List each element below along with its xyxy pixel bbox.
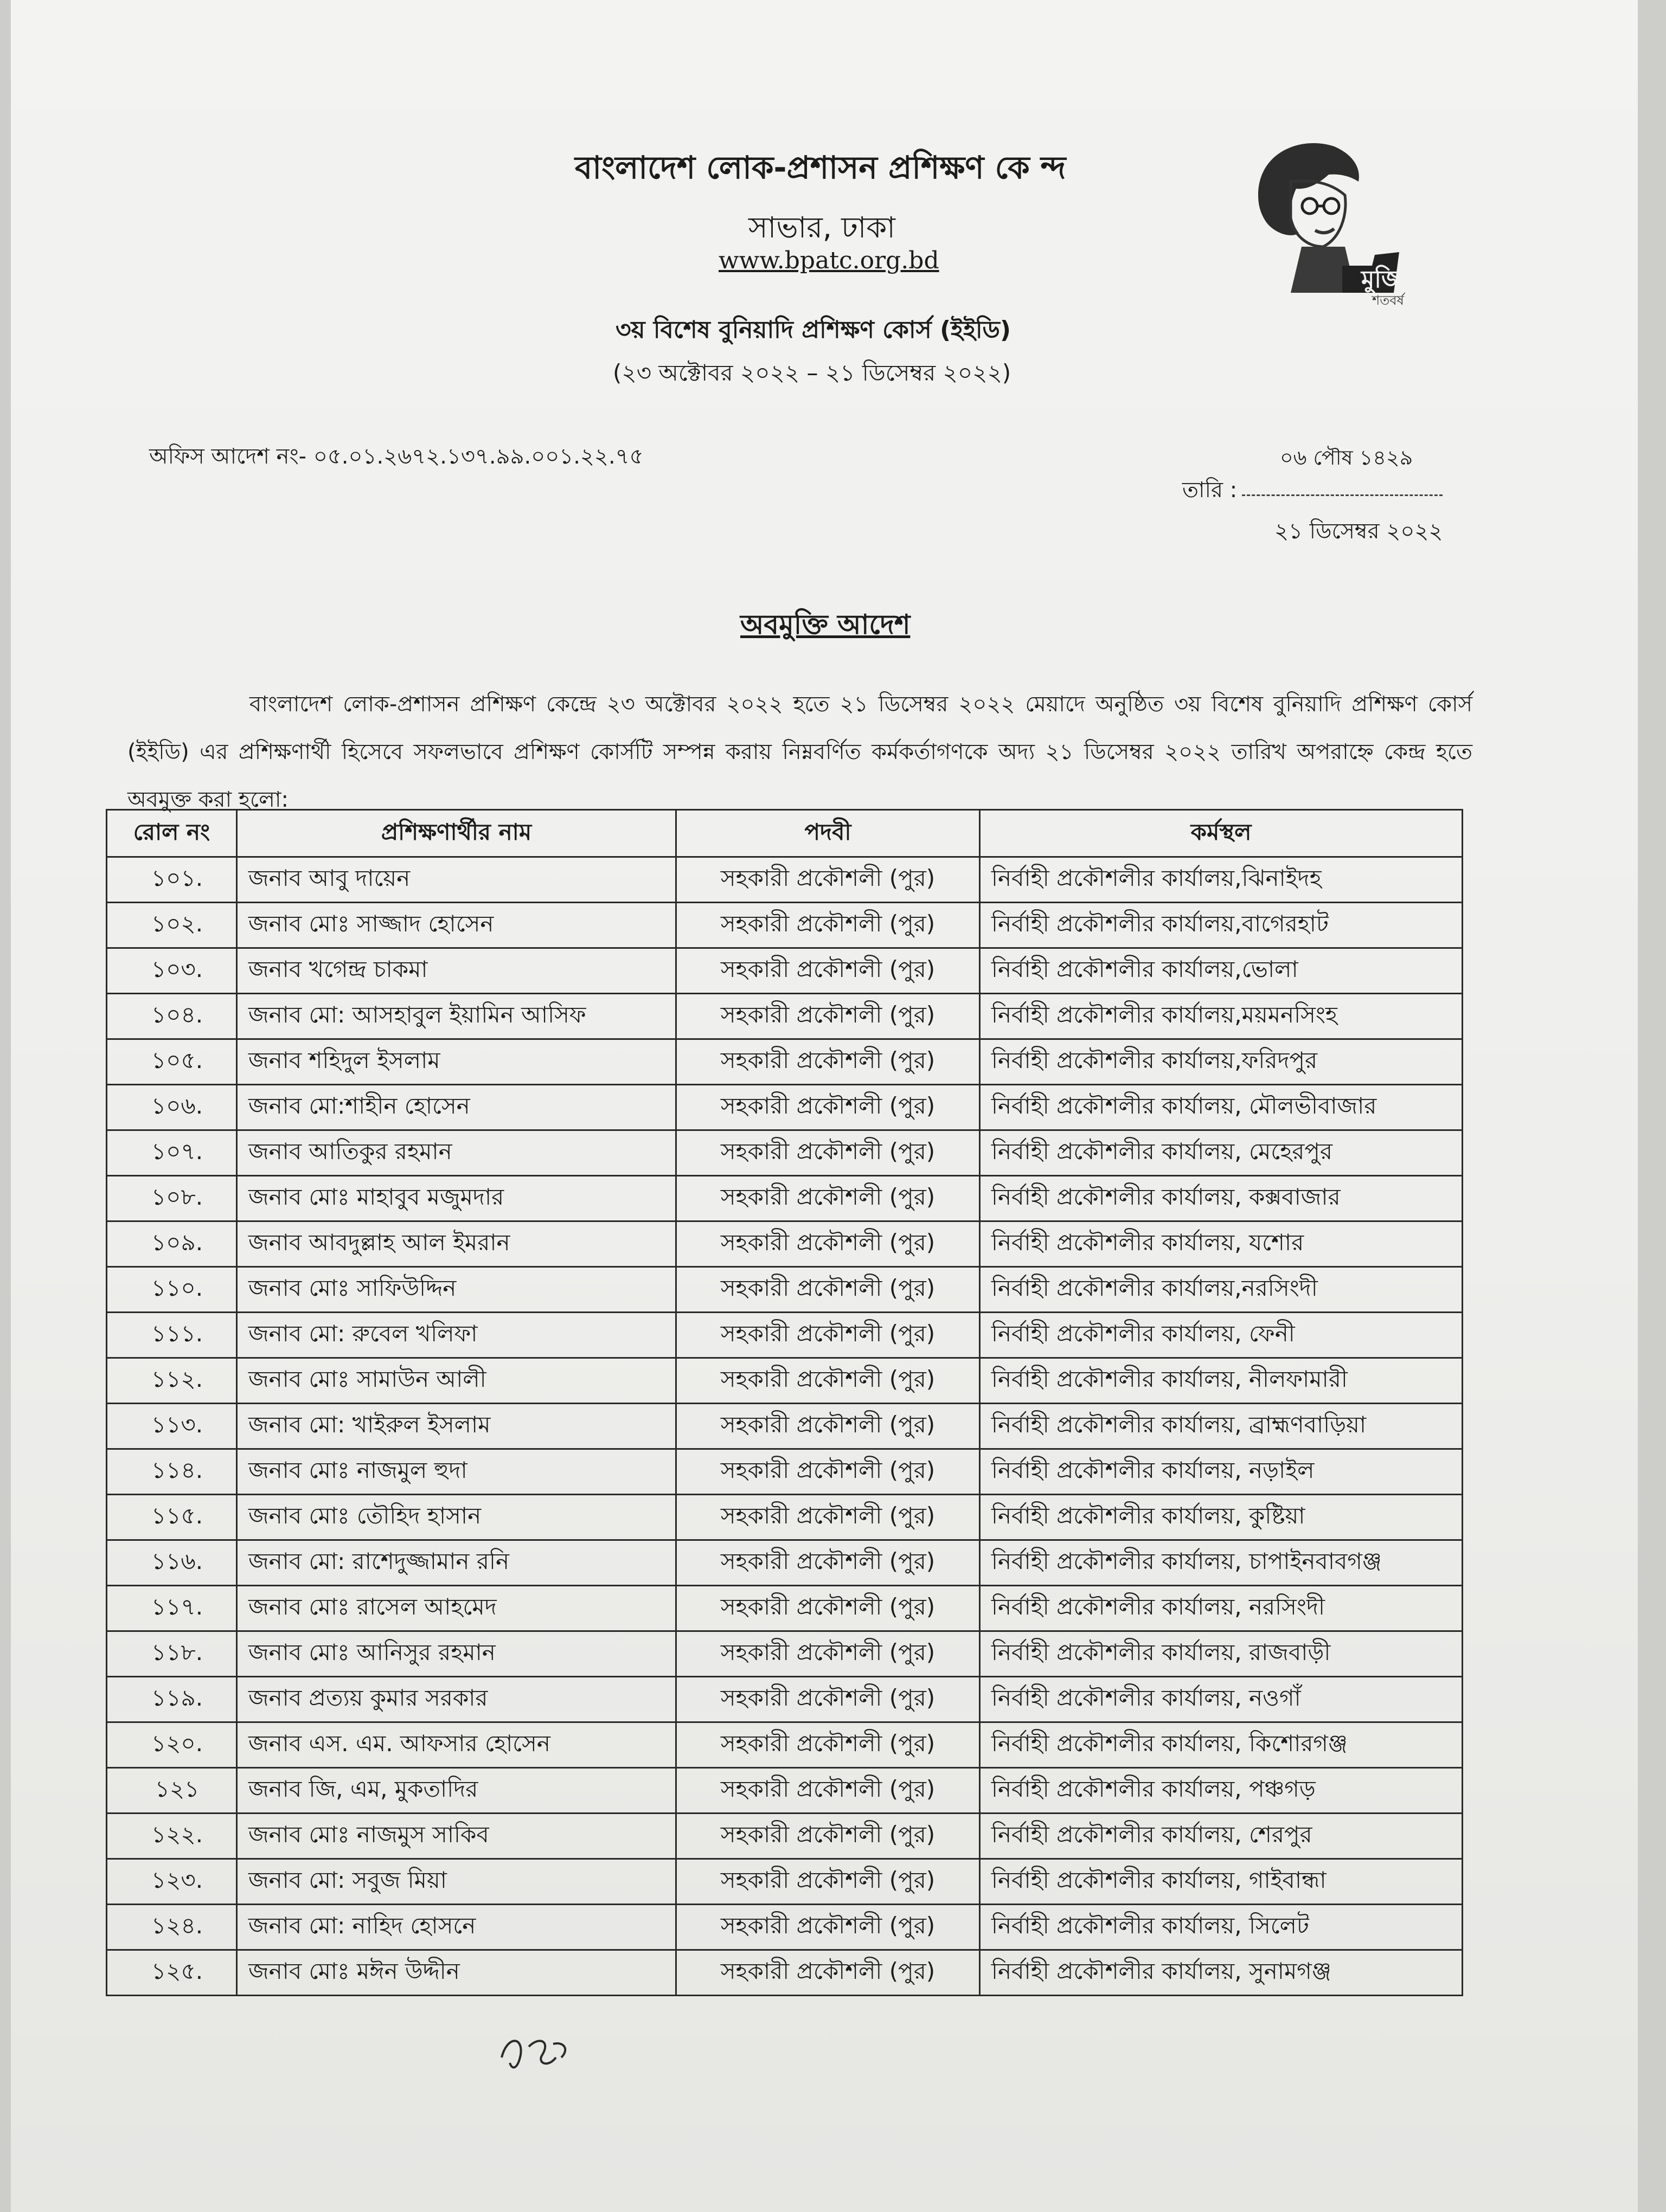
trainee-name-cell: জনাব আবদুল্লাহ আল ইমরান bbox=[237, 1221, 676, 1267]
table-row bbox=[107, 1495, 1463, 1540]
roll-number-cell: ১০১. bbox=[107, 857, 237, 903]
designation-cell: সহকারী প্রকৌশলী (পুর) bbox=[676, 1586, 980, 1631]
designation-cell: সহকারী প্রকৌশলী (পুর) bbox=[676, 1905, 980, 1950]
institution-title: বাংলাদেশ লোক-প্রশাসন প্রশিক্ষণ কে ন্দ bbox=[575, 149, 1066, 186]
table-row bbox=[107, 1449, 1463, 1495]
workplace-cell: নির্বাহী প্রকৌশলীর কার্যালয়, কুষ্টিয়া bbox=[980, 1495, 1463, 1540]
workplace-cell: নির্বাহী প্রকৌশলীর কার্যালয়, ব্রাহ্মণবাড়িয়া bbox=[980, 1404, 1463, 1449]
trainee-name-cell: জনাব মো:শাহীন হোসেন bbox=[237, 1085, 676, 1130]
workplace-cell: নির্বাহী প্রকৌশলীর কার্যালয়,ঝিনাইদহ bbox=[980, 857, 1463, 903]
trainee-name-cell: জনাব খগেন্দ্র চাকমা bbox=[237, 948, 676, 994]
table-row bbox=[107, 1085, 1463, 1130]
course-title: ৩য় বিশেষ বুনিয়াদি প্রশিক্ষণ কোর্স (ইইডি) bbox=[616, 316, 1011, 344]
svg-text:শতবর্ষ: শতবর্ষ bbox=[1372, 293, 1404, 308]
roll-number-cell: ১২৩. bbox=[107, 1859, 237, 1905]
column-header-workplace: কর্মস্থল bbox=[980, 810, 1463, 857]
roll-number-cell: ১১৮. bbox=[107, 1631, 237, 1677]
roll-number-cell: ১১৭. bbox=[107, 1586, 237, 1631]
workplace-cell: নির্বাহী প্রকৌশলীর কার্যালয়, কক্সবাজার bbox=[980, 1176, 1463, 1221]
date-divider bbox=[1242, 494, 1443, 496]
mujib-borsho-logo bbox=[1236, 130, 1432, 309]
table-row bbox=[107, 1950, 1463, 1996]
roll-number-cell: ১১৬. bbox=[107, 1540, 237, 1586]
release-order-body: বাংলাদেশ লোক-প্রশাসন প্রশিক্ষণ কেন্দ্রে ২৩ অক্টোবর ২০২২ হতে ২১ ডিসেম্বর ২০২২ মেয়াদে অনুষ্ঠিত ৩য় বিশেষ বুনিয়াদি প্রশিক্ষণ কোর্স (ইইডি) এর প্রশিক্ষণার্থী হিসেবে সফলভাবে প্রশিক্ষণ কোর্সটি সম্পন্ন করায় নিম্নবর্ণিত কর্মকর্তাগণকে অদ্য ২১ ডিসেম্বর ২০২২ তারিখ অপরাহ্নে কেন্দ্র হতে অবমুক্ত করা হলো: bbox=[127, 692, 1472, 812]
handwritten-initial bbox=[496, 2025, 578, 2074]
roll-number-cell: ১১২. bbox=[107, 1358, 237, 1404]
designation-cell: সহকারী প্রকৌশলী (পুর) bbox=[676, 1677, 980, 1722]
trainee-name-cell: জনাব মোঃ সাফিউদ্দিন bbox=[237, 1267, 676, 1313]
roll-number-cell: ১১৩. bbox=[107, 1404, 237, 1449]
workplace-cell: নির্বাহী প্রকৌশলীর কার্যালয়,ময়মনসিংহ bbox=[980, 994, 1463, 1039]
roll-number-cell: ১২২. bbox=[107, 1814, 237, 1859]
workplace-cell: নির্বাহী প্রকৌশলীর কার্যালয়, সুনামগঞ্জ bbox=[980, 1950, 1463, 1996]
designation-cell: সহকারী প্রকৌশলী (পুর) bbox=[676, 994, 980, 1039]
trainee-name-cell: জনাব মো: রাশেদুজ্জামান রনি bbox=[237, 1540, 676, 1586]
table-row bbox=[107, 1905, 1463, 1950]
roll-number-cell: ১০৫. bbox=[107, 1039, 237, 1085]
designation-cell: সহকারী প্রকৌশলী (পুর) bbox=[676, 1039, 980, 1085]
designation-cell: সহকারী প্রকৌশলী (পুর) bbox=[676, 1631, 980, 1677]
table-row bbox=[107, 1814, 1463, 1859]
trainee-name-cell: জনাব মোঃ নাজমুল হুদা bbox=[237, 1449, 676, 1495]
table-row bbox=[107, 1130, 1463, 1176]
trainee-name-cell: জনাব মো: নাহিদ হোসনে bbox=[237, 1905, 676, 1950]
workplace-cell: নির্বাহী প্রকৌশলীর কার্যালয়, ফেনী bbox=[980, 1313, 1463, 1358]
table-row bbox=[107, 994, 1463, 1039]
table-row bbox=[107, 1176, 1463, 1221]
table-row bbox=[107, 1404, 1463, 1449]
office-order-number: অফিস আদেশ নং- ০৫.০১.২৬৭২.১৩৭.৯৯.০০১.২২.৭৫ bbox=[149, 444, 644, 469]
trainee-name-cell: জনাব মোঃ নাজমুস সাকিব bbox=[237, 1814, 676, 1859]
designation-cell: সহকারী প্রকৌশলী (পুর) bbox=[676, 1358, 980, 1404]
workplace-cell: নির্বাহী প্রকৌশলীর কার্যালয়, রাজবাড়ী bbox=[980, 1631, 1463, 1677]
designation-cell: সহকারী প্রকৌশলী (পুর) bbox=[676, 1313, 980, 1358]
trainee-name-cell: জনাব মোঃ সাজ্জাদ হোসেন bbox=[237, 903, 676, 948]
table-row bbox=[107, 1039, 1463, 1085]
designation-cell: সহকারী প্রকৌশলী (পুর) bbox=[676, 1859, 980, 1905]
workplace-cell: নির্বাহী প্রকৌশলীর কার্যালয়, গাইবান্ধা bbox=[980, 1859, 1463, 1905]
roll-number-cell: ১২০. bbox=[107, 1722, 237, 1768]
trainee-name-cell: জনাব আতিকুর রহমান bbox=[237, 1130, 676, 1176]
workplace-cell: নির্বাহী প্রকৌশলীর কার্যালয়,ফরিদপুর bbox=[980, 1039, 1463, 1085]
release-order-heading: অবমুক্তি আদেশ bbox=[740, 609, 911, 640]
trainee-name-cell: জনাব মোঃ তৌহিদ হাসান bbox=[237, 1495, 676, 1540]
designation-cell: সহকারী প্রকৌশলী (পুর) bbox=[676, 1221, 980, 1267]
trainee-name-cell: জনাব মোঃ রাসেল আহমেদ bbox=[237, 1586, 676, 1631]
table-row bbox=[107, 1677, 1463, 1722]
designation-cell: সহকারী প্রকৌশলী (পুর) bbox=[676, 1540, 980, 1586]
table-row bbox=[107, 857, 1463, 903]
roll-number-cell: ১১৯. bbox=[107, 1677, 237, 1722]
workplace-cell: নির্বাহী প্রকৌশলীর কার্যালয়, সিলেট bbox=[980, 1905, 1463, 1950]
workplace-cell: নির্বাহী প্রকৌশলীর কার্যালয়,বাগেরহাট bbox=[980, 903, 1463, 948]
designation-cell: সহকারী প্রকৌশলী (পুর) bbox=[676, 1267, 980, 1313]
table-row bbox=[107, 1586, 1463, 1631]
designation-cell: সহকারী প্রকৌশলী (পুর) bbox=[676, 1404, 980, 1449]
column-header-roll: রোল নং bbox=[107, 810, 237, 857]
designation-cell: সহকারী প্রকৌশলী (পুর) bbox=[676, 1722, 980, 1768]
date-gregorian: ২১ ডিসেম্বর ২০২২ bbox=[1274, 519, 1443, 544]
trainee-name-cell: জনাব শহিদুল ইসলাম bbox=[237, 1039, 676, 1085]
trainee-name-cell: জনাব এস. এম. আফসার হোসেন bbox=[237, 1722, 676, 1768]
roll-number-cell: ১০৯. bbox=[107, 1221, 237, 1267]
trainee-name-cell: জনাব আবু দায়েন bbox=[237, 857, 676, 903]
designation-cell: সহকারী প্রকৌশলী (পুর) bbox=[676, 1950, 980, 1996]
roll-number-cell: ১০৩. bbox=[107, 948, 237, 994]
roll-number-cell: ১২৫. bbox=[107, 1950, 237, 1996]
table-header-row bbox=[107, 810, 1463, 857]
trainee-name-cell: জনাব প্রত্যয় কুমার সরকার bbox=[237, 1677, 676, 1722]
workplace-cell: নির্বাহী প্রকৌশলীর কার্যালয়, মেহেরপুর bbox=[980, 1130, 1463, 1176]
website-link[interactable]: www.bpatc.org.bd bbox=[719, 247, 939, 274]
trainee-name-cell: জনাব মো: আসহাবুল ইয়ামিন আসিফ bbox=[237, 994, 676, 1039]
svg-text:মুজিব: মুজিব bbox=[1361, 266, 1416, 293]
roll-number-cell: ১২১ bbox=[107, 1768, 237, 1814]
column-header-name: প্রশিক্ষণার্থীর নাম bbox=[237, 810, 676, 857]
table-row bbox=[107, 1267, 1463, 1313]
designation-cell: সহকারী প্রকৌশলী (পুর) bbox=[676, 1130, 980, 1176]
workplace-cell: নির্বাহী প্রকৌশলীর কার্যালয়, নরসিংদী bbox=[980, 1586, 1463, 1631]
designation-cell: সহকারী প্রকৌশলী (পুর) bbox=[676, 1176, 980, 1221]
trainee-name-cell: জনাব মোঃ মাহাবুব মজুমদার bbox=[237, 1176, 676, 1221]
table-row bbox=[107, 1722, 1463, 1768]
roll-number-cell: ১০৭. bbox=[107, 1130, 237, 1176]
workplace-cell: নির্বাহী প্রকৌশলীর কার্যালয়, যশোর bbox=[980, 1221, 1463, 1267]
roll-number-cell: ১০৪. bbox=[107, 994, 237, 1039]
table-row bbox=[107, 903, 1463, 948]
roll-number-cell: ১১৫. bbox=[107, 1495, 237, 1540]
trainee-name-cell: জনাব মোঃ সামাউন আলী bbox=[237, 1358, 676, 1404]
workplace-cell: নির্বাহী প্রকৌশলীর কার্যালয়, পঞ্চগড় bbox=[980, 1768, 1463, 1814]
table-row bbox=[107, 948, 1463, 994]
roll-number-cell: ১২৪. bbox=[107, 1905, 237, 1950]
workplace-cell: নির্বাহী প্রকৌশলীর কার্যালয়,নরসিংদী bbox=[980, 1267, 1463, 1313]
trainee-name-cell: জনাব মোঃ মঈন উদ্দীন bbox=[237, 1950, 676, 1996]
institution-location: সাভার, ঢাকা bbox=[748, 210, 895, 245]
designation-cell: সহকারী প্রকৌশলী (পুর) bbox=[676, 857, 980, 903]
workplace-cell: নির্বাহী প্রকৌশলীর কার্যালয়,ভোলা bbox=[980, 948, 1463, 994]
table-row bbox=[107, 1631, 1463, 1677]
date-label: তারি : bbox=[1182, 478, 1238, 503]
course-dates: (২৩ অক্টোবর ২০২২ – ২১ ডিসেম্বর ২০২২) bbox=[613, 359, 1011, 386]
table-row bbox=[107, 1540, 1463, 1586]
roll-number-cell: ১০৮. bbox=[107, 1176, 237, 1221]
trainee-table bbox=[106, 809, 1462, 1996]
designation-cell: সহকারী প্রকৌশলী (পুর) bbox=[676, 903, 980, 948]
workplace-cell: নির্বাহী প্রকৌশলীর কার্যালয়, মৌলভীবাজার bbox=[980, 1085, 1463, 1130]
trainee-name-cell: জনাব জি, এম, মুকতাদির bbox=[237, 1768, 676, 1814]
roll-number-cell: ১০৬. bbox=[107, 1085, 237, 1130]
table-row bbox=[107, 1768, 1463, 1814]
workplace-cell: নির্বাহী প্রকৌশলীর কার্যালয়, নওগাঁ bbox=[980, 1677, 1463, 1722]
trainee-name-cell: জনাব মো: রুবেল খলিফা bbox=[237, 1313, 676, 1358]
workplace-cell: নির্বাহী প্রকৌশলীর কার্যালয়, নড়াইল bbox=[980, 1449, 1463, 1495]
document-page bbox=[11, 0, 1638, 2212]
table-row bbox=[107, 1313, 1463, 1358]
roll-number-cell: ১১০. bbox=[107, 1267, 237, 1313]
workplace-cell: নির্বাহী প্রকৌশলীর কার্যালয়, চাপাইনবাবগঞ্জ bbox=[980, 1540, 1463, 1586]
designation-cell: সহকারী প্রকৌশলী (পুর) bbox=[676, 1814, 980, 1859]
trainee-name-cell: জনাব মো: খাইরুল ইসলাম bbox=[237, 1404, 676, 1449]
trainee-name-cell: জনাব মোঃ আনিসুর রহমান bbox=[237, 1631, 676, 1677]
workplace-cell: নির্বাহী প্রকৌশলীর কার্যালয়, কিশোরগঞ্জ bbox=[980, 1722, 1463, 1768]
date-bangla: ০৬ পৌষ ১৪২৯ bbox=[1280, 446, 1413, 470]
designation-cell: সহকারী প্রকৌশলী (পুর) bbox=[676, 1085, 980, 1130]
trainee-name-cell: জনাব মো: সবুজ মিয়া bbox=[237, 1859, 676, 1905]
workplace-cell: নির্বাহী প্রকৌশলীর কার্যালয়, শেরপুর bbox=[980, 1814, 1463, 1859]
column-header-designation: পদবী bbox=[676, 810, 980, 857]
table-row bbox=[107, 1859, 1463, 1905]
roll-number-cell: ১১৪. bbox=[107, 1449, 237, 1495]
designation-cell: সহকারী প্রকৌশলী (পুর) bbox=[676, 1449, 980, 1495]
table-row bbox=[107, 1358, 1463, 1404]
table-row bbox=[107, 1221, 1463, 1267]
designation-cell: সহকারী প্রকৌশলী (পুর) bbox=[676, 1495, 980, 1540]
designation-cell: সহকারী প্রকৌশলী (পুর) bbox=[676, 948, 980, 994]
designation-cell: সহকারী প্রকৌশলী (পুর) bbox=[676, 1768, 980, 1814]
workplace-cell: নির্বাহী প্রকৌশলীর কার্যালয়, নীলফামারী bbox=[980, 1358, 1463, 1404]
roll-number-cell: ১১১. bbox=[107, 1313, 237, 1358]
roll-number-cell: ১০২. bbox=[107, 903, 237, 948]
